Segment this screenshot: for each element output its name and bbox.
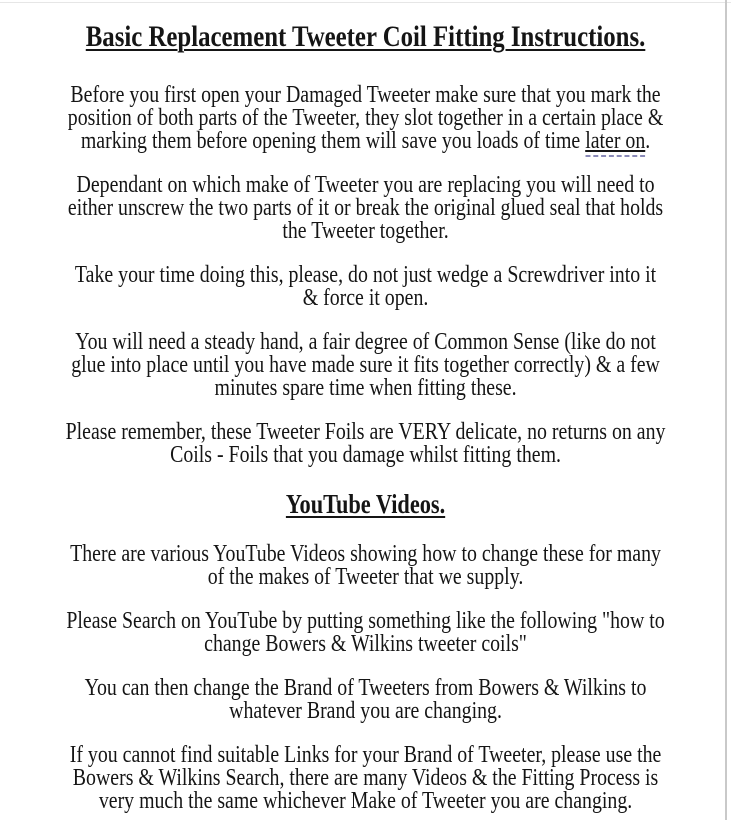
paragraph-dependant: Dependant on which make of Tweeter you are replacing you will need to either unscrew the two parts of it or break the original glued seal that holds the Tweeter together.: [67, 172, 664, 244]
paragraph-various-videos: There are various YouTube Videos showing how to change these for many of the makes of Tweeter that we supply.: [70, 541, 661, 590]
paragraph-intro: [65, 84, 665, 153]
paragraph-search-youtube: Please Search on YouTube by putting something like the following "how to change Bowers & Wilkins tweeter coils": [66, 608, 665, 657]
intro-text: Before you first open your Damaged Tweeter make sure that you mark the position of both parts of the Tweeter, they slot together in a certain place & marking them before opening them will save you loads of time: [67, 82, 664, 154]
intro-period: .: [645, 128, 651, 154]
grammar-marked-phrase: later on: [585, 128, 645, 157]
paragraph-no-suitable-links: If you cannot find suitable Links for your Brand of Tweeter, please use the Bowers & Wilkins Search, there are many Videos & the Fitting Process is very much the same whichever Make of Tweeter you are changing.: [69, 742, 662, 814]
paragraph-change-brand: You can then change the Brand of Tweeters from Bowers & Wilkins to whatever Brand you are changing.: [84, 675, 647, 724]
paragraph-steady-hand: You will need a steady hand, a fair degree of Common Sense (like do not glue into place until you have made sure it fits together correctly) & a few minutes spare time when fitting these.: [71, 329, 660, 401]
section-heading-youtube: YouTube Videos.: [285, 489, 446, 519]
paragraph-take-your-time: Take your time doing this, please, do not just wedge a Screwdriver into it & force it open.: [74, 262, 657, 311]
page-title: Basic Replacement Tweeter Coil Fitting Instructions.: [85, 20, 646, 53]
paragraph-delicate-warning: Please remember, these Tweeter Foils are VERY delicate, no returns on any Coils - Foils that you damage whilst fitting them.: [65, 419, 666, 468]
